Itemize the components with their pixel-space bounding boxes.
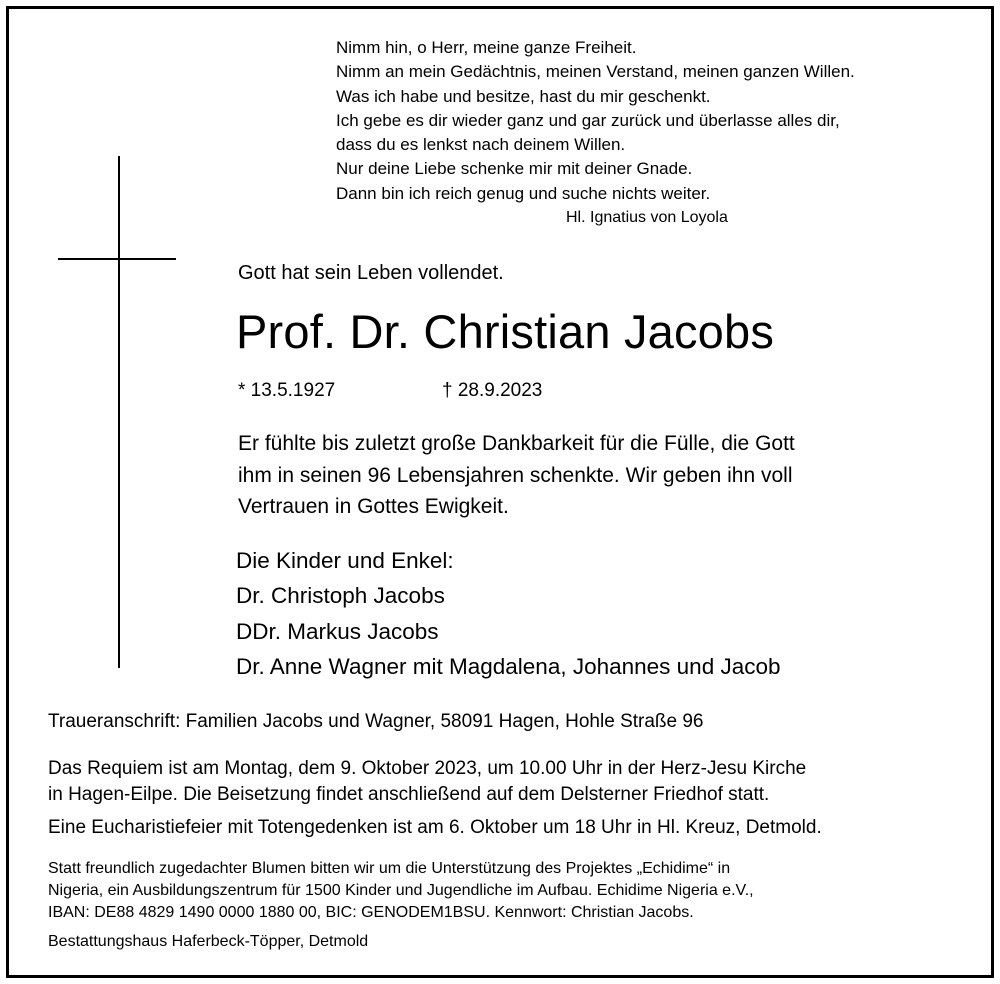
birth-date: * 13.5.1927: [238, 380, 336, 401]
donation-line: IBAN: DE88 4829 1490 0000 1880 00, BIC: GENODEM1BSU. Kennwort: Christian Jacobs.: [48, 904, 694, 921]
poem-line: Nimm an mein Gedächtnis, meinen Verstand, meinen ganzen Willen.: [336, 62, 855, 82]
cross-horizontal-bar: [58, 258, 176, 260]
undertaker-name: Bestattungshaus Haferbeck-Töpper, Detmold: [48, 933, 369, 950]
requiem-line: in Hagen-Eilpe. Die Beisetzung findet anschließend auf dem Delsterner Friedhof statt.: [48, 783, 770, 805]
poem-line: Dann bin ich reich genug und suche nichts weiter.: [336, 183, 711, 203]
tribute-line: Er fühlte bis zuletzt große Dankbarkeit für die Fülle, die Gott: [238, 432, 795, 455]
family-member: Dr. Christoph Jacobs: [236, 583, 445, 609]
requiem-line: Das Requiem ist am Montag, dem 9. Oktober 2023, um 10.00 Uhr in der Herz-Jesu Kirche: [48, 758, 807, 779]
poem-line: Ich gebe es dir wieder ganz und gar zurück und überlasse alles dir,: [336, 110, 840, 130]
mourning-address: Traueranschrift: Familien Jacobs und Wagner, 58091 Hagen, Hohle Straße 96: [48, 711, 704, 732]
poem-author: Hl. Ignatius von Loyola: [566, 209, 728, 226]
deceased-name: Prof. Dr. Christian Jacobs: [236, 305, 775, 358]
family-member: Dr. Anne Wagner mit Magdalena, Johannes und Jacob: [236, 653, 781, 679]
poem: [336, 36, 855, 206]
requiem-info: [48, 756, 806, 807]
family-list: [236, 543, 781, 684]
poem-line: Nimm hin, o Herr, meine ganze Freiheit.: [336, 38, 637, 57]
tribute-line: Vertrauen in Gottes Ewigkeit.: [238, 495, 509, 518]
tribute-line: ihm in seinen 96 Lebensjahren schenkte. Wir geben ihn voll: [238, 463, 793, 487]
donation-request: [48, 858, 754, 924]
death-date: † 28.9.2023: [442, 380, 543, 401]
eucharist-info: Eine Eucharistiefeier mit Totengedenken ist am 6. Oktober um 18 Uhr in Hl. Kreuz, Detmold.: [48, 817, 822, 838]
intro-text: Gott hat sein Leben vollendet.: [238, 262, 504, 284]
donation-line: Nigeria, ein Ausbildungszentrum für 1500 Kinder und Jugendliche im Aufbau. Echidime Nigeria e.V.,: [48, 882, 754, 899]
poem-line: Was ich habe und besitze, hast du mir geschenkt.: [336, 86, 711, 106]
cross-vertical-bar: [118, 156, 120, 668]
family-heading: Die Kinder und Enkel:: [236, 548, 454, 573]
tribute-text: [238, 428, 795, 523]
poem-line: dass du es lenkst nach deinem Willen.: [336, 135, 626, 155]
family-member: DDr. Markus Jacobs: [236, 618, 439, 644]
donation-line: Statt freundlich zugedachter Blumen bitten wir um die Unterstützung des Projektes „Echidime“ in: [48, 860, 731, 877]
poem-line: Nur deine Liebe schenke mir mit deiner Gnade.: [336, 159, 693, 179]
